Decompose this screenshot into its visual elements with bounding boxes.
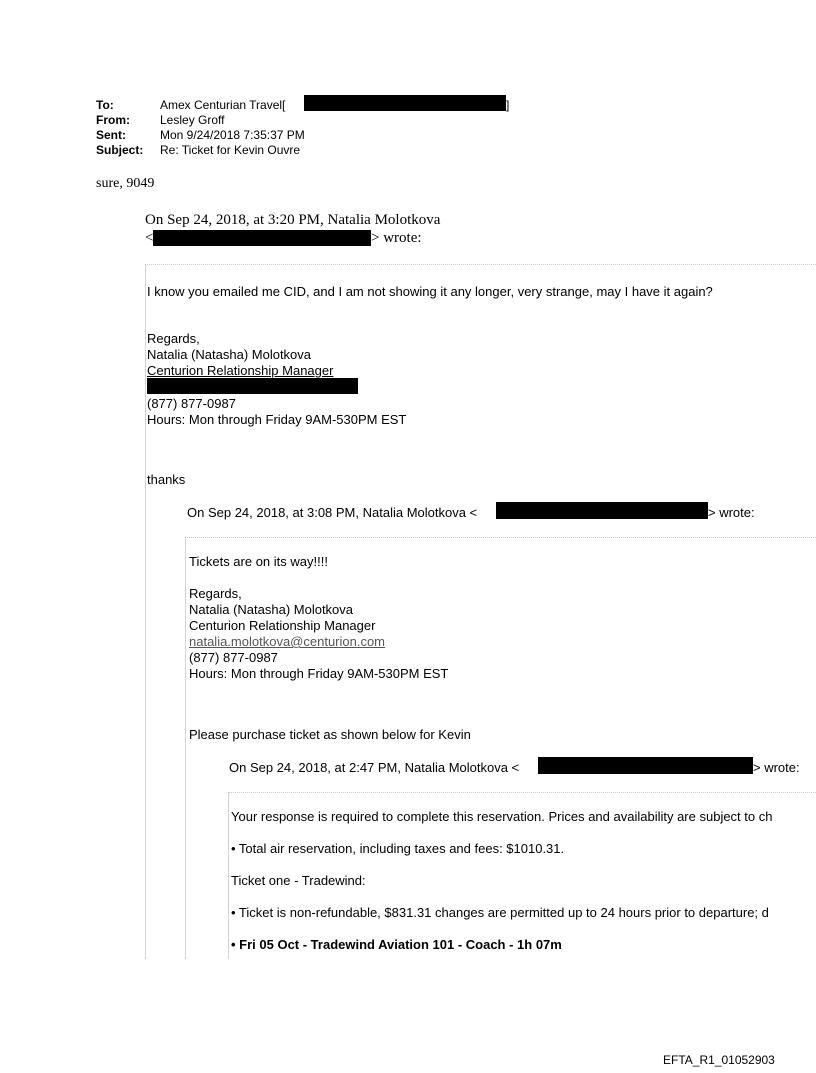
quote1-attribution: On Sep 24, 2018, at 3:20 PM, Natalia Molotkova (145, 212, 441, 228)
quote2-border (185, 537, 186, 959)
redaction-bar (147, 378, 358, 394)
quote3-ticket-heading: Ticket one - Tradewind: (231, 873, 366, 888)
bates-number: EFTA_R1_01052903 (663, 1053, 775, 1067)
quote2-sig-regards: Regards, (189, 586, 242, 601)
quote2-attribution: On Sep 24, 2018, at 3:08 PM, Natalia Molotkova < (187, 505, 478, 520)
from-value: Lesley Groff (160, 113, 225, 127)
quote2-body: Tickets are on its way!!!! (189, 554, 328, 569)
sent-value: Mon 9/24/2018 7:35:37 PM (160, 128, 305, 142)
redaction-bar (153, 230, 371, 246)
quote3-bullet-total: • Total air reservation, including taxes and fees: $1010.31. (231, 841, 565, 856)
quote3-bullet-flight: • Fri 05 Oct - Tradewind Aviation 101 - Coach - 1h 07m (231, 937, 562, 952)
redaction-bar (496, 502, 708, 519)
quote3-top-rule (228, 792, 816, 793)
quote1-attribution-close: > wrote: (371, 230, 422, 246)
quote1-top-rule (145, 264, 816, 265)
quote2-sig-email-link[interactable]: natalia.molotkova@centurion.com (189, 634, 386, 649)
quote3-attribution: On Sep 24, 2018, at 2:47 PM, Natalia Molotkova < (229, 760, 520, 775)
to-label: To: (96, 98, 114, 112)
quote1-sig-title: Centurion Relationship Manager (147, 363, 334, 378)
quote1-attribution-open: < (145, 230, 154, 246)
reply-body: sure, 9049 (96, 176, 155, 191)
quote1-sig-regards: Regards, (147, 331, 200, 346)
quote3-border (228, 792, 229, 959)
subject-label: Subject: (96, 143, 144, 157)
redaction-bar (538, 757, 753, 774)
subject-value: Re: Ticket for Kevin Ouvre (160, 143, 301, 157)
quote2-top-rule (185, 537, 816, 538)
quote2-sig-hours: Hours: Mon through Friday 9AM-530PM EST (189, 666, 449, 681)
to-value: Amex Centurian Travel[ (160, 98, 286, 112)
quote3-line1: Your response is required to complete this reservation. Prices and availability are subject to ch (231, 809, 773, 824)
quote1-sig-hours: Hours: Mon through Friday 9AM-530PM EST (147, 412, 407, 427)
quote2-sig-title: Centurion Relationship Manager (189, 618, 376, 633)
to-close: ] (506, 98, 510, 112)
quote1-border (145, 264, 146, 959)
quote3-attribution-end: > wrote: (753, 760, 800, 775)
quote1-body: I know you emailed me CID, and I am not showing it any longer, very strange, may I have it again? (147, 284, 713, 299)
quote2-attribution-end: > wrote: (708, 505, 755, 520)
quote1-sig-phone: (877) 877-0987 (147, 396, 236, 411)
sent-label: Sent: (96, 128, 126, 142)
quote1-sig-name: Natalia (Natasha) Molotkova (147, 347, 312, 362)
quote1-reply: thanks (147, 472, 186, 487)
from-label: From: (96, 113, 130, 127)
quote3-bullet-refund: • Ticket is non-refundable, $831.31 changes are permitted up to 24 hours prior to departure; d (231, 905, 769, 920)
quote2-reply: Please purchase ticket as shown below for Kevin (189, 727, 471, 742)
quote2-sig-phone: (877) 877-0987 (189, 650, 278, 665)
redaction-bar (304, 95, 506, 111)
quote2-sig-name: Natalia (Natasha) Molotkova (189, 602, 354, 617)
